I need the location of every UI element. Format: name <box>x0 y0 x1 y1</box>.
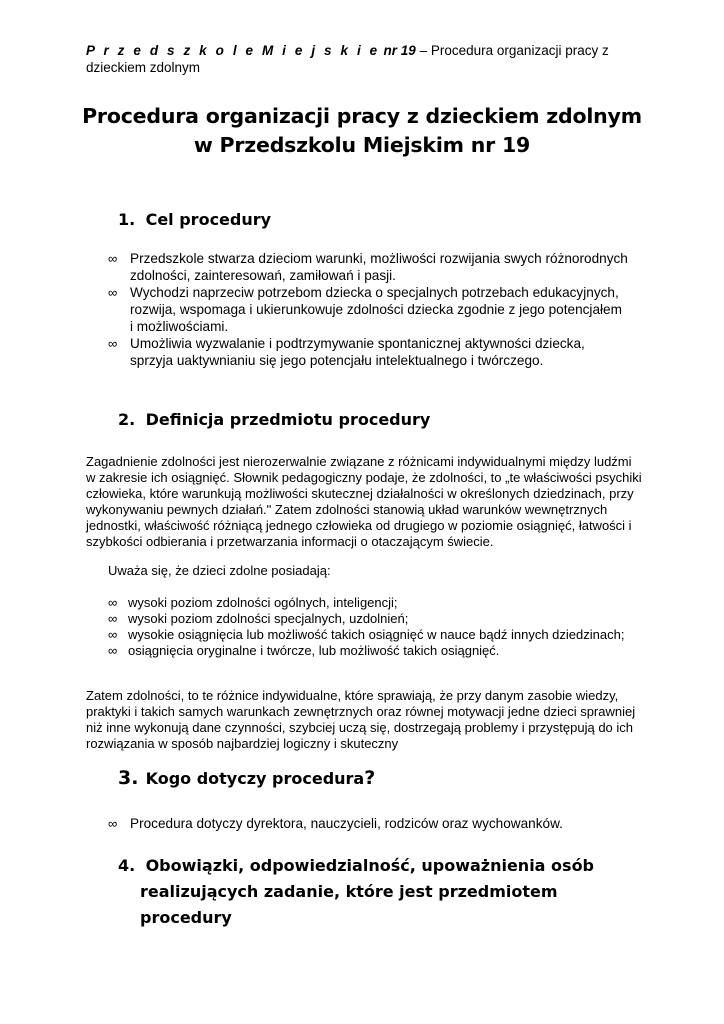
infinity-bullet-icon: ∞ <box>108 285 118 300</box>
section-1-number: 1. <box>118 210 136 229</box>
section-2-list <box>108 595 628 659</box>
infinity-bullet-icon: ∞ <box>108 816 118 831</box>
section-4-title-line-1: Obowiązki, odpowiedzialność, upoważnienia osób <box>145 856 595 875</box>
infinity-bullet-icon: ∞ <box>108 251 118 266</box>
list-item: ∞ Wychodzi naprzeciw potrzebom dziecka o specjalnych potrzebach edukacyjnych, rozwija, wspomaga i ukierunkowuje zdolności dziecka zgodnie z jego potencjałem i możliwościami. <box>108 285 622 334</box>
section-1-list <box>108 250 628 369</box>
section-3-heading <box>118 766 375 791</box>
section-2-title: Definicja przedmiotu procedury <box>145 410 431 429</box>
section-2-paragraph-1: Zagadnienie zdolności jest nierozerwalnie związane z różnicami indywidualnymi między ludźmi w zakresie ich osiągnięć. Słownik pedagogiczny podaje, że zdolności, to „te właściwości psychiki człowieka, które warunkują możliwości skutecznej działalności w określonych dziedzinach, przy wykonywaniu pewnych działań." Zatem zdolności stanowią układ warunków wewnętrznych jednostki, właściwość różniącą jednego człowieka od drugiego w poziomie osiągnięć, łatwości i szybkości odbierania i przetwarzania informacji o otaczającym świecie. <box>86 454 642 549</box>
list-item: ∞ Procedura dotyczy dyrektora, nauczycieli, rodziców oraz wychowanków. <box>108 816 563 831</box>
section-3-title: Kogo dotyczy procedura <box>145 769 365 788</box>
list-item: ∞ Przedszkole stwarza dzieciom warunki, możliwości rozwijania swych różnorodnych zdolności, zainteresowań, zamiłowań i pasji. <box>108 251 628 283</box>
list-item: ∞ osiągnięcia oryginalne i twórcze, lub możliwość takich osiągnięć. <box>108 643 500 658</box>
section-3-number: 3. <box>118 767 139 789</box>
infinity-bullet-icon: ∞ <box>108 595 118 610</box>
infinity-bullet-icon: ∞ <box>108 336 118 351</box>
section-1-title: Cel procedury <box>145 210 272 229</box>
section-3-list <box>108 815 648 832</box>
header-subtitle: Procedura organizacji pracy z dzieckiem zdolnym <box>86 43 609 75</box>
header-number: nr 19 <box>383 43 416 58</box>
section-4-title-line-2: realizujących zadanie, które jest przedmiotem procedury <box>140 882 558 927</box>
section-4-heading <box>118 853 638 931</box>
section-3-question-mark: ? <box>364 767 376 789</box>
running-header <box>86 42 646 76</box>
section-2-number: 2. <box>118 410 136 429</box>
list-item: ∞ wysokie osiągnięcia lub możliwość takich osiągnięć w nauce bądź innych dziedzinach; <box>108 627 625 642</box>
section-1-heading <box>118 208 271 232</box>
infinity-bullet-icon: ∞ <box>108 611 118 626</box>
infinity-bullet-icon: ∞ <box>108 643 118 658</box>
infinity-bullet-icon: ∞ <box>108 627 118 642</box>
section-2-paragraph-2: Zatem zdolności, to te różnice indywidualne, które sprawiają, że przy danym zasobie wiedzy, praktyki i takich samych warunkach zewnętrznych oraz równej motywacji jedne dzieci sprawniej niż inne wykonują dane czynności, szybciej uczą się, dostrzegają problemy i przystępują do ich rozwiązania w sposób najbardziej logiczny i skuteczny <box>86 688 636 751</box>
section-2-heading <box>118 408 430 432</box>
header-org: P r z e d s z k o l e M i e j s k i e <box>86 43 380 58</box>
page-title <box>70 102 654 160</box>
section-2-lead: Uważa się, że dzieci zdolne posiadają: <box>108 563 331 578</box>
list-item: ∞ Umożliwia wyzwalanie i podtrzymywanie spontanicznej aktywności dziecka, sprzyja uaktywnianiu się jego potencjału intelektualnego i twórczego. <box>108 336 585 368</box>
section-4-number: 4. <box>118 856 136 875</box>
title-line-1: Procedura organizacji pracy z dzieckiem zdolnym <box>82 104 642 128</box>
list-item: ∞ wysoki poziom zdolności ogólnych, inteligencji; <box>108 595 398 610</box>
list-item: ∞ wysoki poziom zdolności specjalnych, uzdolnień; <box>108 611 409 626</box>
title-line-2: w Przedszkolu Miejskim nr 19 <box>193 133 531 157</box>
header-separator: – <box>419 43 428 58</box>
